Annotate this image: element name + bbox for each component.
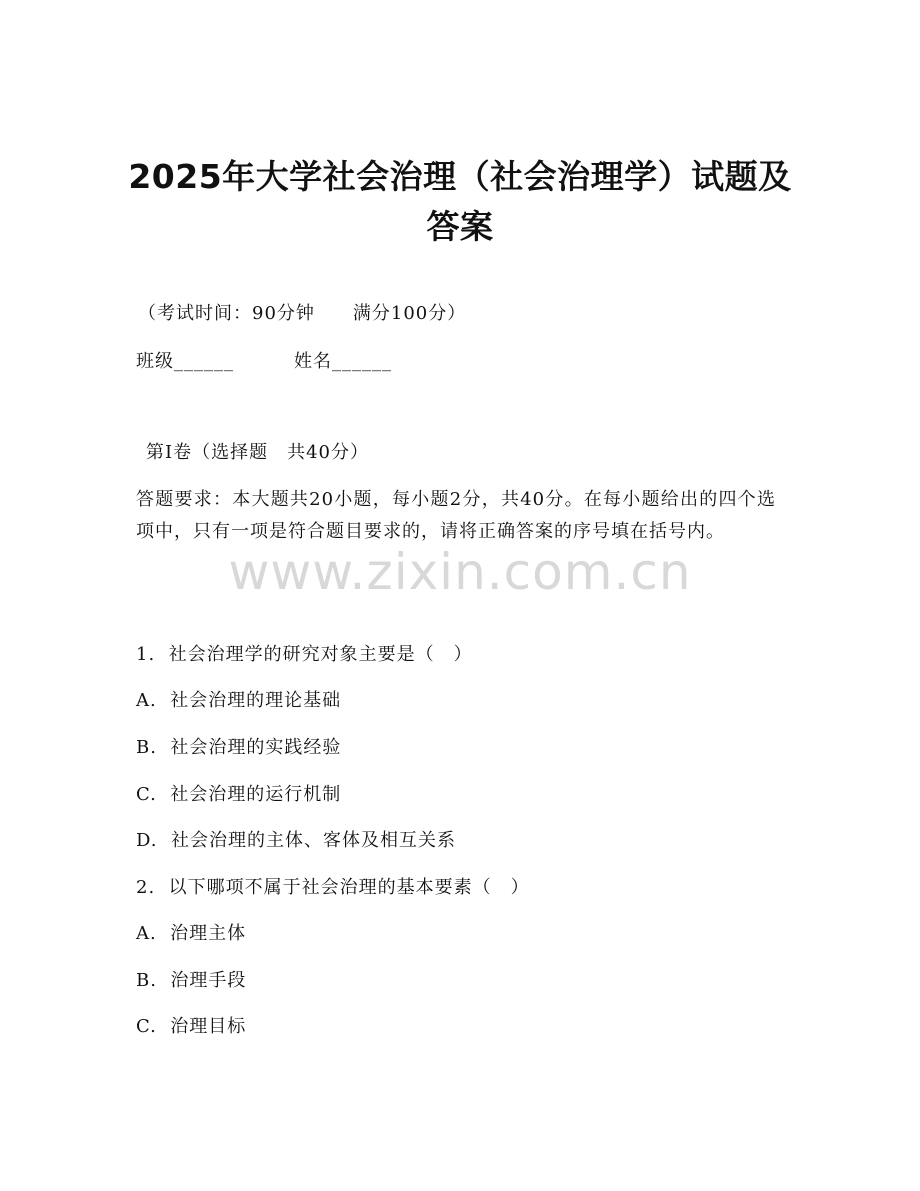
document-title-line1: 2025年大学社会治理（社会治理学）试题及: [128, 157, 792, 196]
question-option: C. 社会治理的运行机制: [136, 784, 342, 805]
document-title-line2: 答案: [426, 207, 494, 246]
name-field: 姓名______: [294, 351, 392, 372]
class-field: 班级______: [136, 351, 234, 372]
question-option: B. 治理手段: [136, 970, 247, 991]
question-option: B. 社会治理的实践经验: [136, 737, 342, 758]
watermark: www.zixin.com.cn: [228, 543, 692, 601]
exam-info: （考试时间：90分钟 满分100分）: [138, 303, 467, 324]
question-stem: 1. 社会治理学的研究对象主要是（ ）: [136, 644, 473, 665]
question-option: A. 治理主体: [136, 923, 247, 944]
instructions: 答题要求：本大题共20小题，每小题2分，共40分。在每小题给出的四个选项中，只有一项是符合题目要求的，请将正确答案的序号填在括号内。: [136, 489, 776, 542]
question-option: C. 治理目标: [136, 1016, 247, 1037]
question-option: A. 社会治理的理论基础: [136, 690, 342, 711]
question-stem: 2. 以下哪项不属于社会治理的基本要素（ ）: [136, 877, 530, 898]
question-option: D. 社会治理的主体、客体及相互关系: [136, 830, 456, 851]
section-title: 第I卷（选择题 共40分）: [146, 442, 370, 463]
